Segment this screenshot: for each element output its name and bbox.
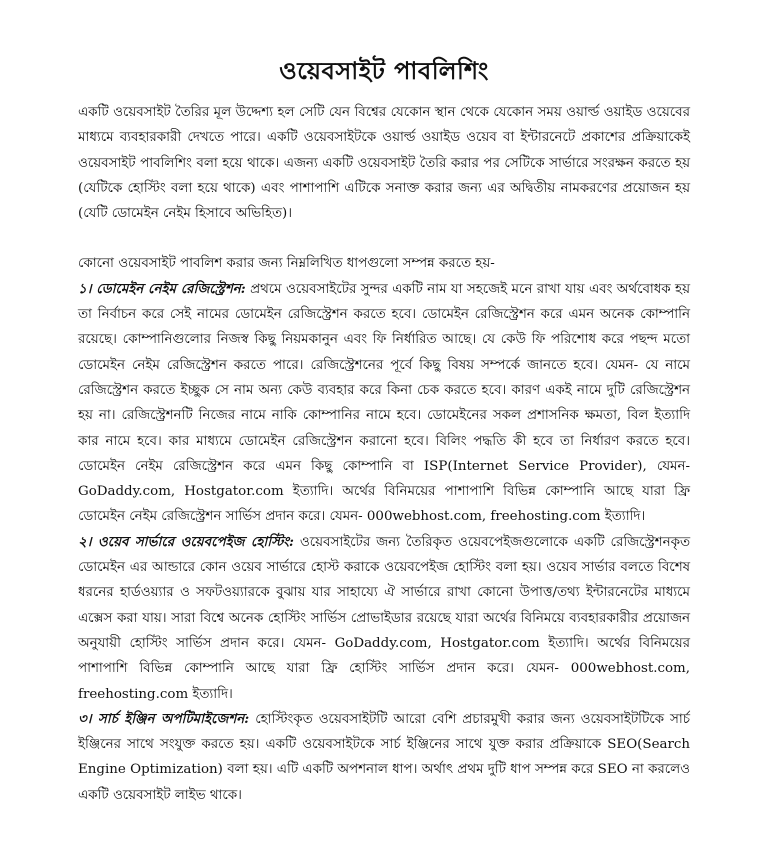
step-heading: ২। ওয়েব সার্ভারে ওয়েবপেইজ হোস্টিং:	[78, 533, 294, 550]
step-web-hosting	[78, 530, 690, 707]
step-heading: ১। ডোমেইন নেইম রেজিস্ট্রেশন:	[78, 280, 246, 297]
page-title: ওয়েবসাইট পাবলিশিং	[279, 57, 489, 85]
step-body: হোস্টিংকৃত ওয়েবসাইটটি আরো বেশি প্রচারমুখী করার জন্য ওয়েবসাইটটিকে সার্চ ইঞ্জিনের সাথে সংযুক্ত করতে হয়। একটি ওয়েবসাইটকে সার্চ ইঞ্জিনের সাথে যুক্ত করার প্রক্রিয়াকে SEO(Search Engine Optimization) বলা হয়। এটি একটি অপশনাল ধাপ। অর্থাৎ প্রথম দুটি ধাপ সম্পন্ন করে SEO না করলেও একটি ওয়েবসাইট লাইভ থাকে।	[78, 711, 691, 803]
intro-paragraph: একটি ওয়েবসাইট তৈরির মূল উদ্দেশ্য হল সেটি যেন বিশ্বের যেকোন স্থান থেকে যেকোন সময় ওয়ার্ল্ড ওয়াইড ওয়েবের মাধ্যমে ব্যবহারকারী দেখতে পারে। একটি ওয়েবসাইটকে ওয়ার্ল্ড ওয়াইড ওয়েব বা ইন্টারনেটে প্রকাশের প্রক্রিয়াকেই ওয়েবসাইট পাবলিশিং বলা হয়ে থাকে। এজন্য একটি ওয়েবসাইট তৈরি করার পর সেটিকে সার্ভারে সংরক্ষন করতে হয় (যেটিকে হোস্টিং বলা হয়ে থাকে) এবং পাশাপাশি এটিকে সনাক্ত করার জন্য এর অদ্বিতীয় নামকরণের প্রয়োজন হয় (যেটি ডোমেইন নেইম হিসাবে অভিহিত)।	[78, 105, 690, 222]
step-heading: ৩। সার্চ ইঞ্জিন অপটিমাইজেশন:	[78, 710, 250, 727]
step-seo	[78, 707, 690, 808]
steps-intro: কোনো ওয়েবসাইট পাবলিশ করার জন্য নিম্নলিখিত ধাপগুলো সম্পন্ন করতে হয়-	[78, 256, 495, 272]
step-body: প্রথমে ওয়েবসাইটের সুন্দর একটি নাম যা সহজেই মনে রাখা যায় এবং অর্থবোধক হয় তা নির্বাচন করে সেই নামের ডোমেইন রেজিস্ট্রেশন করতে হবে। ডোমেইন রেজিস্ট্রেশন করে এমন অনেক কোম্পানি রয়েছে। কোম্পানিগুলোর নিজস্ব কিছু নিয়মকানুন এবং ফি নির্ধারিত আছে। যে কেউ ফি পরিশোধ করে পছন্দ মতো ডোমেইন নেইম রেজিস্ট্রেশন করতে পারে। রেজিস্ট্রেশনের পূর্বে কিছু বিষয় সম্পর্কে জানতে হবে। যেমন- যে নামে রেজিস্ট্রেশন করতে ইচ্ছুক সে নাম অন্য কেউ ব্যবহার করে কিনা চেক করতে হবে। কারণ একই নামে দুটি রেজিস্ট্রেশন হয় না। রেজিস্ট্রেশনটি নিজের নামে নাকি কোম্পানির নামে হবে। ডোমেইনের সকল প্রশাসনিক ক্ষমতা, বিল ইত্যাদি কার নামে হবে। কার মাধ্যমে ডোমেইন রেজিস্ট্রেশন করানো হবে। বিলিং পদ্ধতি কী হবে তা নির্ধারণ করতে হবে। ডোমেইন নেইম রেজিস্ট্রেশন করে এমন কিছু কোম্পানি বা ISP(Internet Service Provider), যেমন- GoDaddy.com, Hostgator.com ইত্যাদি। অর্থের বিনিময়ের পাশাপাশি বিভিন্ন কোম্পানি আছে যারা ফ্রি ডোমেইন নেইম রেজিস্ট্রেশন সার্ভিস প্রদান করে। যেমন- 000webhost.com, freehosting.com ইত্যাদি।	[78, 281, 690, 525]
paragraph-spacer	[78, 226, 690, 251]
step-body: ওয়েবসাইটের জন্য তৈরিকৃত ওয়েবপেইজগুলোকে একটি রেজিস্ট্রেশনকৃত ডোমেইন এর আন্ডারে কোন ওয়েব সার্ভারে হোস্ট করাকে ওয়েবপেইজ হোস্টিং বলা হয়। ওয়েব সার্ভার বলতে বিশেষ ধরনের হার্ডওয়্যার ও সফটওয়্যারকে বুঝায় যার সাহায্যে ঐ সার্ভারে রাখা কোনো উপাত্ত/তথ্য ইন্টারনেটের মাধ্যমে এক্সেস করা যায়। সারা বিশ্বে অনেক হোস্টিং সার্ভিস প্রোভাইডার রয়েছে যারা অর্থের বিনিময়ে ব্যবহারকারীর প্রয়োজন অনুযায়ী হোস্টিং সার্ভিস প্রদান করে। যেমন- GoDaddy.com, Hostgator.com ইত্যাদি। অর্থের বিনিময়ের পাশাপাশি বিভিন্ন কোম্পানি আছে যারা ফ্রি হোস্টিং সার্ভিস প্রদান করে। যেমন- 000webhost.com, freehosting.com ইত্যাদি।	[78, 534, 690, 702]
step-domain-registration	[78, 277, 690, 530]
